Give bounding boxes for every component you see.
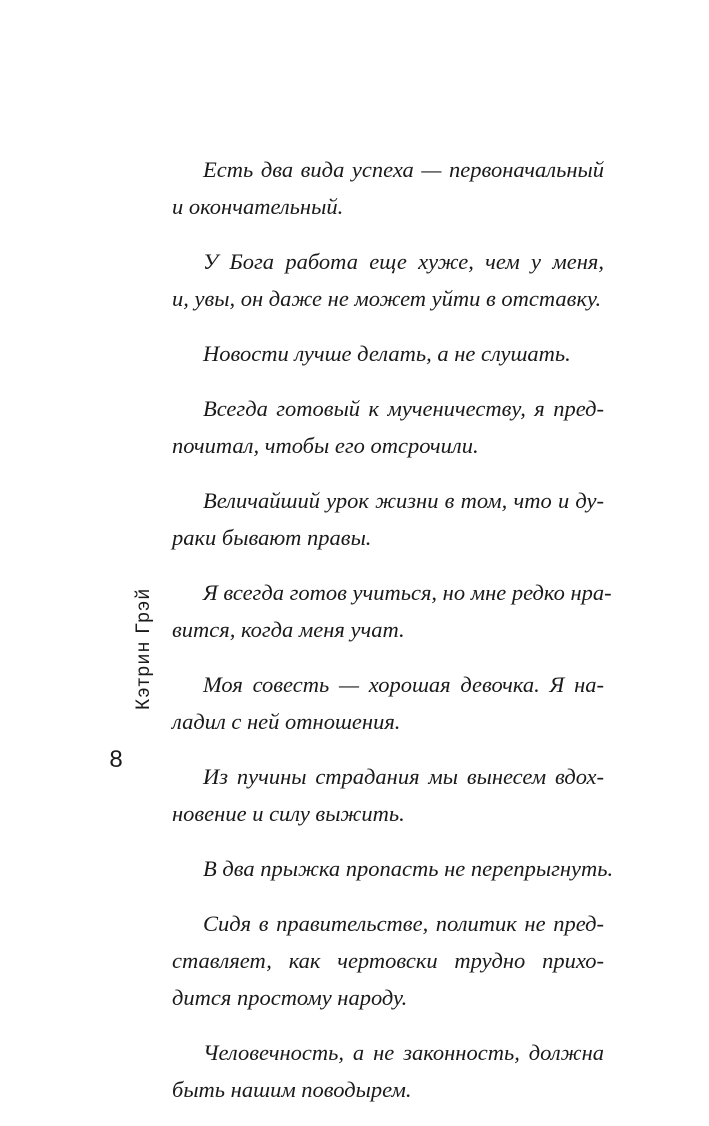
quote-line: раки бывают правы.	[172, 525, 372, 550]
quote-line: вится, когда меня учат.	[172, 617, 405, 642]
quote-line: В два прыжка пропасть не перепрыгнуть.	[203, 856, 614, 881]
quote-line: Всегда готовый к мученичеству, я пред-	[203, 396, 604, 421]
quote-line: и окончательный.	[172, 194, 344, 219]
quote-line: Человечность, а не законность, должна	[203, 1040, 604, 1065]
quote-line: новение и силу выжить.	[172, 801, 405, 826]
quote-line: У Бога работа еще хуже, чем у меня,	[203, 249, 604, 274]
quote-line: быть нашим поводырем.	[172, 1077, 412, 1102]
quote-paragraph	[172, 905, 604, 1016]
quote-paragraph	[172, 1034, 604, 1108]
quote-line: Величайший урок жизни в том, что и ду-	[203, 488, 604, 513]
running-head-author: Кэтрин Грэй	[133, 587, 154, 710]
quote-line: ладил с ней отношения.	[172, 709, 401, 734]
quote-paragraph	[172, 758, 604, 832]
quote-line: Есть два вида успеха — первоначальный	[203, 157, 604, 182]
quote-line: Моя совесть — хорошая девочка. Я на-	[203, 672, 604, 697]
quote-paragraph	[172, 850, 614, 887]
quote-paragraph	[172, 574, 612, 648]
quote-line: и, увы, он даже не может уйти в отставку.	[172, 286, 602, 311]
quote-paragraph	[172, 151, 604, 225]
quote-paragraph	[172, 666, 604, 740]
page-number: 8	[109, 746, 123, 773]
quote-line: Из пучины страдания мы вынесем вдох-	[203, 764, 604, 789]
quotes-text-block	[172, 151, 614, 1126]
quote-line: ставляет, как чертовски трудно прихо-	[172, 948, 604, 973]
quote-line: дится простому народу.	[172, 985, 408, 1010]
quote-paragraph	[172, 390, 604, 464]
quote-line: почитал, чтобы его отсрочили.	[172, 433, 479, 458]
quote-paragraph	[172, 243, 604, 317]
quote-paragraph	[172, 335, 604, 372]
quote-line: Я всегда готов учиться, но мне редко нра-	[203, 580, 612, 605]
running-head	[103, 578, 154, 710]
quote-line: Сидя в правительстве, политик не пред-	[203, 911, 604, 936]
quote-line: Новости лучше делать, а не слушать.	[203, 341, 571, 366]
quote-paragraph	[172, 482, 604, 556]
